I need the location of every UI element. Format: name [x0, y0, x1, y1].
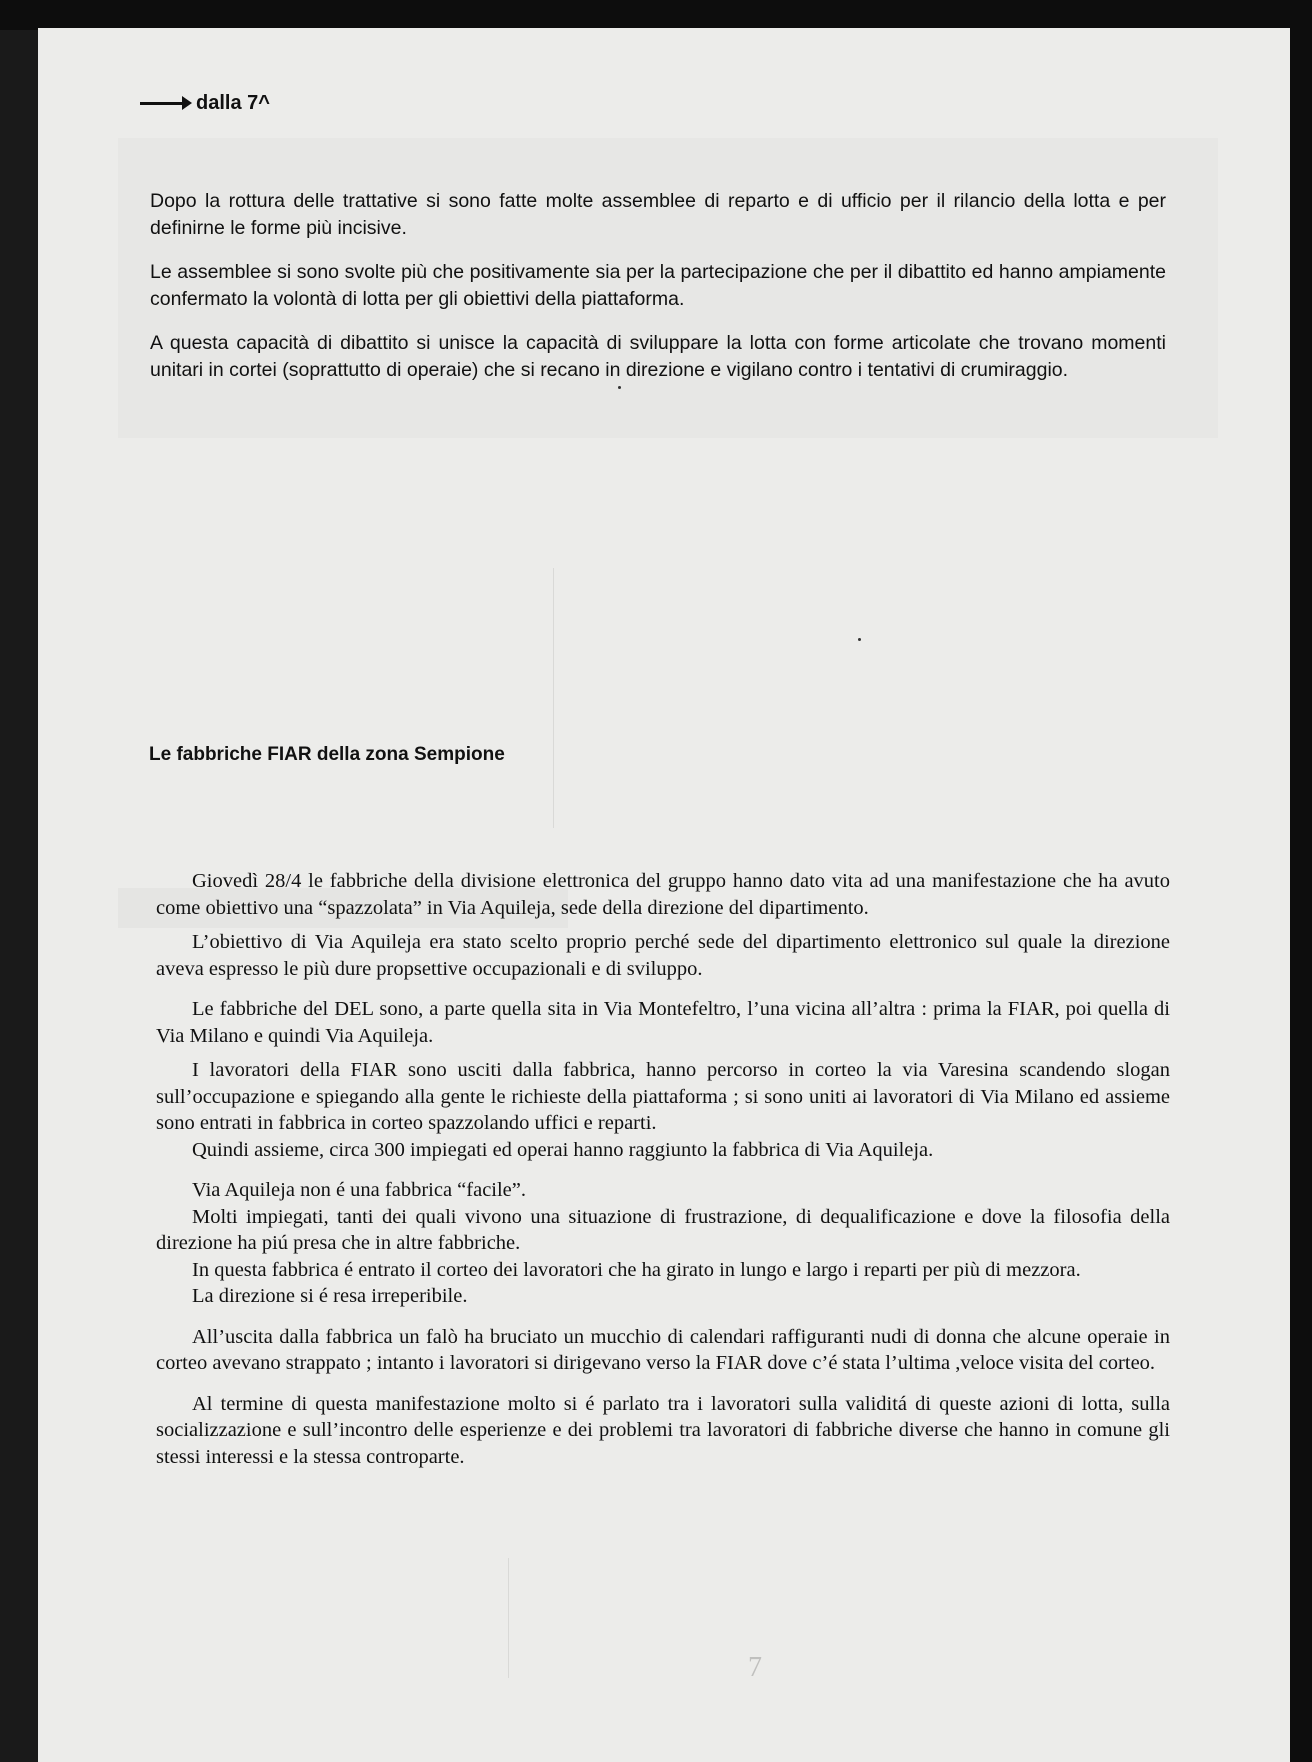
paragraph-gap	[156, 1049, 1170, 1057]
paragraph-gap	[156, 1163, 1170, 1177]
bleed-through-page-number: 7	[748, 1652, 762, 1683]
body-paragraph: Giovedì 28/4 le fabbriche della divisione elettronica del gruppo hanno dato vita ad una manifestazione che ha avuto come obiettivo una “spazzolata” in Via Aquileja, sede della direzione del dipartimento.	[156, 870, 1170, 919]
body-paragraph: Quindi assieme, circa 300 impiegati ed operai hanno raggiunto la fabbrica di Via Aquileja.	[192, 1138, 934, 1161]
body-paragraph: All’uscita dalla fabbrica un falò ha bruciato un mucchio di calendari raffiguranti nudi di donna che alcune operaie in corteo avevano strappato ; intanto i lavoratori si dirigevano verso la FIAR dove c’é stata l’ultima ,veloce visita del corteo.	[156, 1325, 1170, 1374]
body-paragraph: In questa fabbrica é entrato il corteo dei lavoratori che ha girato in lungo e largo i reparti per più di mezzora.	[192, 1258, 1081, 1281]
paragraph-gap	[156, 982, 1170, 996]
body-paragraph: Molti impiegati, tanti dei quali vivono una situazione di frustrazione, di dequalificazione e dove la filosofia della direzione ha piú presa che in altre fabbriche.	[156, 1205, 1170, 1254]
continued-from-header	[140, 92, 270, 115]
paragraph-gap	[156, 921, 1170, 929]
scan-right-border	[1290, 0, 1312, 1762]
paragraph-gap	[156, 1310, 1170, 1324]
section-heading: Le fabbriche FIAR della zona Sempione	[149, 744, 505, 765]
intro-paragraph: Le assemblee si sono svolte più che positivamente sia per la partecipazione che per il dibattito ed hanno ampiamente confermato la volontà di lotta per gli obiettivi della piattaforma.	[150, 261, 1166, 310]
article-body	[156, 868, 1170, 1470]
intro-text	[150, 188, 1166, 401]
bleed-through-rule	[553, 568, 554, 828]
body-paragraph: L’obiettivo di Via Aquileja era stato scelto proprio perché sede del dipartimento elettronico sul quale la direzione aveva espresso le più dure propsettive occupazionali e di sviluppo.	[156, 931, 1170, 980]
paragraph-gap	[156, 1377, 1170, 1391]
intro-paragraph: A questa capacità di dibattito si unisce la capacità di sviluppare la lotta con forme articolate che trovano momenti unitari in cortei (soprattutto di operaie) che si recano in direzione e vigilano contro i tentativi di crumiraggio.	[150, 332, 1166, 381]
body-paragraph: La direzione si é resa irreperibile.	[192, 1285, 468, 1307]
scan-top-border	[0, 0, 1312, 30]
continued-from-label: dalla 7^	[196, 92, 270, 114]
body-paragraph: Le fabbriche del DEL sono, a parte quella sita in Via Montefeltro, l’una vicina all’altra : prima la FIAR, poi quella di Via Milano e quindi Via Aquileja.	[156, 998, 1170, 1047]
intro-paragraph: Dopo la rottura delle trattative si sono fatte molte assemblee di reparto e di ufficio per il rilancio della lotta e per definirne le forme più incisive.	[150, 190, 1166, 239]
bleed-through-rule	[508, 1558, 509, 1678]
body-paragraph: I lavoratori della FIAR sono usciti dalla fabbrica, hanno percorso in corteo la via Varesina scandendo slogan sull’occupazione e spiegando alla gente le richieste della piattaforma ; si sono uniti ai lavoratori di Via Milano ed assieme sono entrati in fabbrica in corteo spazzolando uffici e reparti.	[156, 1059, 1170, 1134]
body-paragraph: Via Aquileja non é una fabbrica “facile”.	[192, 1179, 527, 1201]
right-arrow-icon	[140, 102, 184, 105]
body-paragraph: Al termine di questa manifestazione molto si é parlato tra i lavoratori sulla validitá di queste azioni di lotta, sulla socializzazione e sull’incontro delle esperienze e dei problemi tra lavoratori di fabbriche diverse che hanno in comune gli stessi interessi e la stessa controparte.	[156, 1392, 1170, 1468]
stray-mark	[618, 386, 621, 389]
stray-mark	[858, 638, 861, 641]
